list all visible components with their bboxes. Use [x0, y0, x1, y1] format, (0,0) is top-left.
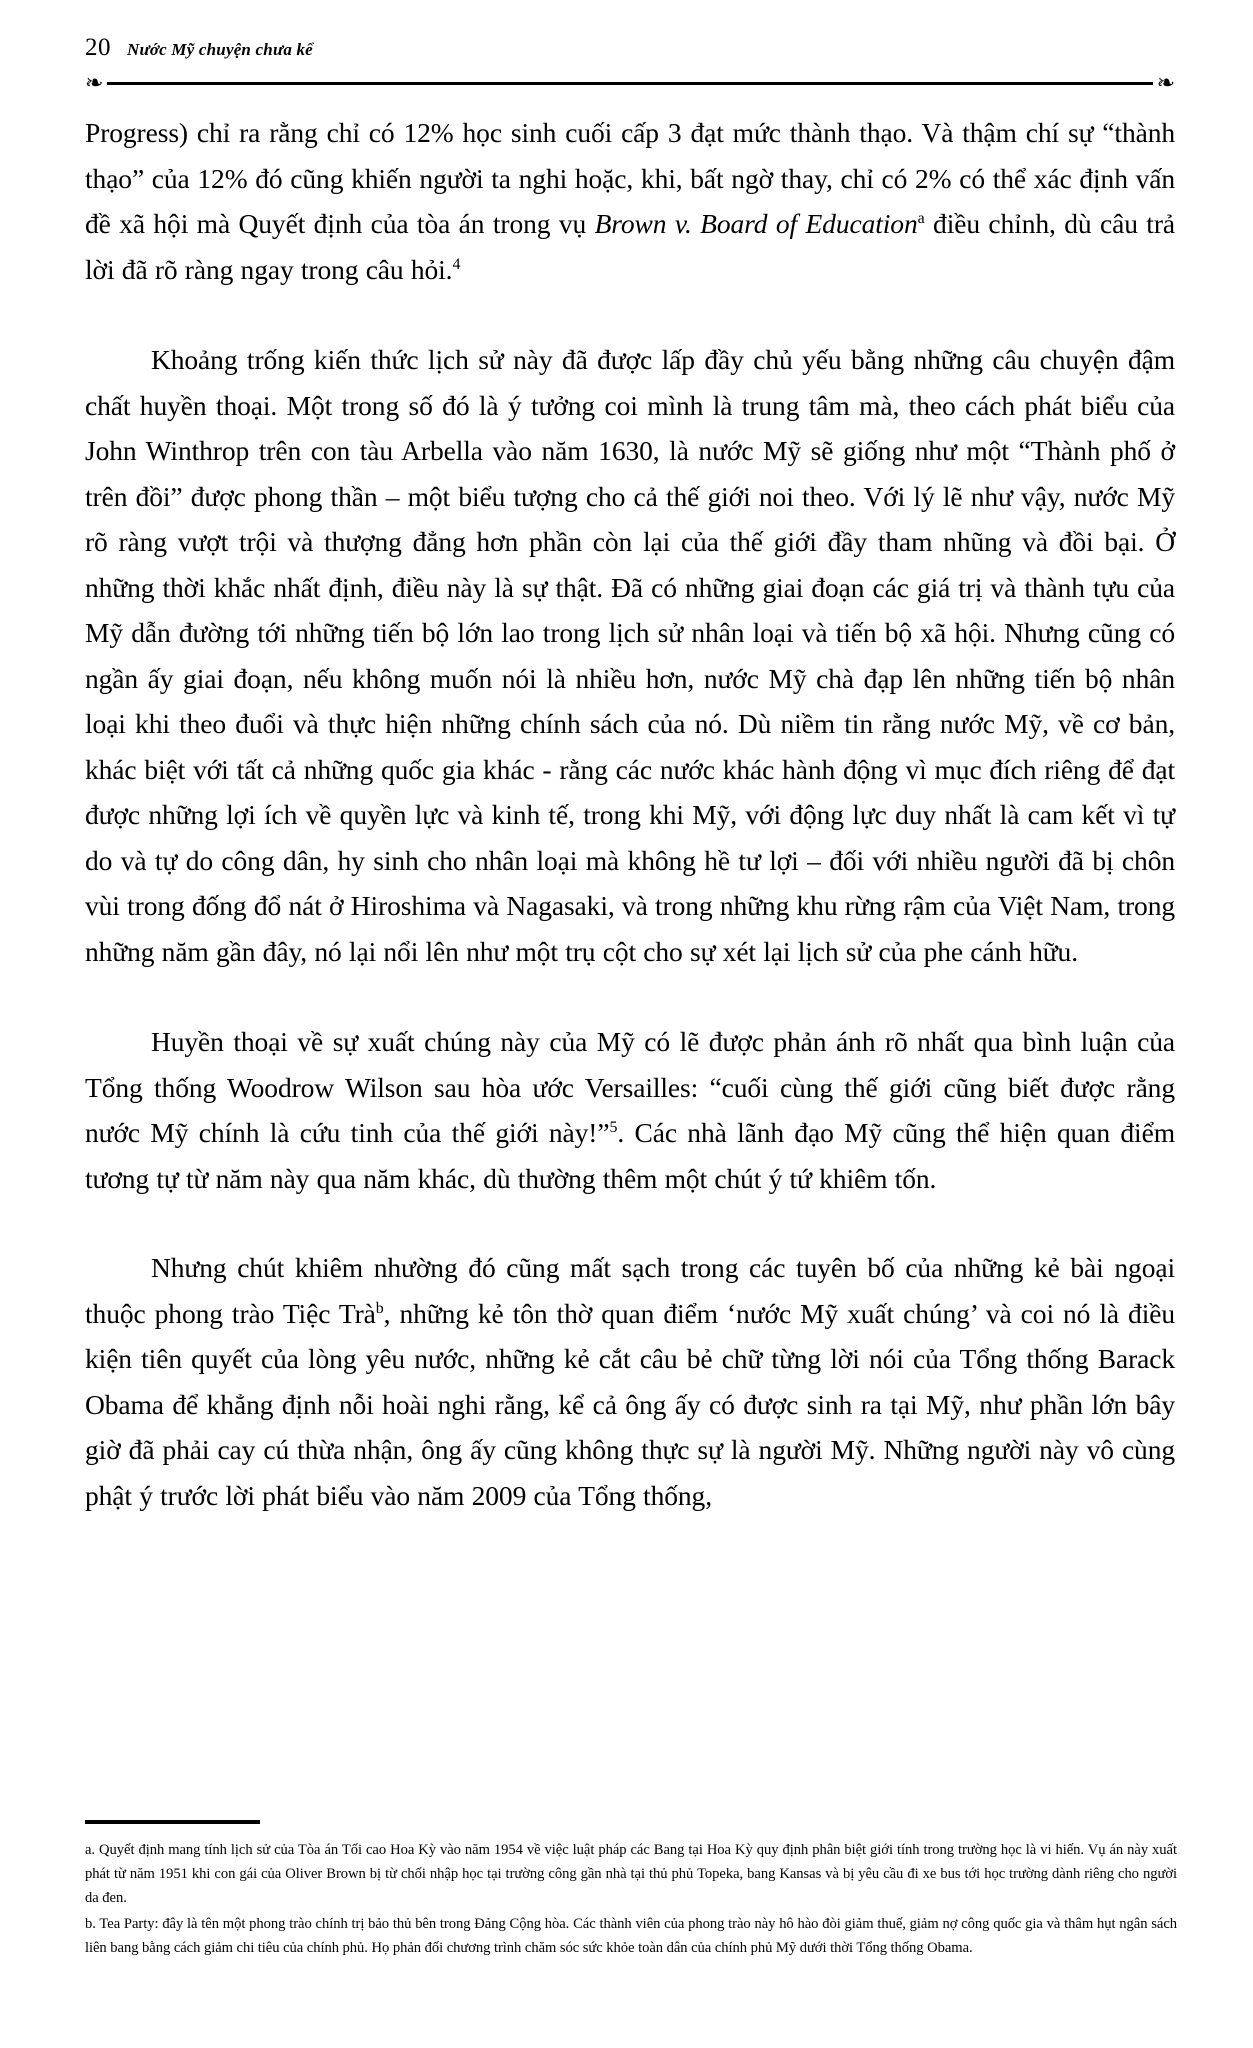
footnote-separator — [85, 1820, 260, 1824]
footnote-a — [85, 1838, 1177, 1910]
paragraph-2 — [85, 337, 1175, 974]
footnote-reference: 4 — [452, 255, 461, 273]
running-title: Nước Mỹ chuyện chưa kể — [127, 40, 313, 59]
page-number: 20 — [85, 34, 111, 61]
swirl-ornament-right-icon: ❧ — [1156, 71, 1175, 96]
text-run: điều chỉnh, dù câu trả lời đã rõ ràng ngay trong câu hỏi. — [85, 208, 1175, 285]
footnote-b-marker: b. — [85, 1916, 96, 1932]
paragraph-4 — [85, 1245, 1175, 1518]
text-run: Nhưng chút khiêm nhường đó cũng mất sạch trong các tuyên bố của những kẻ bài ngoại thuộc phong trào Tiệc Trà — [85, 1252, 1175, 1329]
text-run: Progress) chỉ ra rằng chỉ có 12% học sinh cuối cấp 3 đạt mức thành thạo. Và thậm chí sự “thành thạo” của 12% đó cũng khiến người ta nghi hoặc, khi, bất ngờ thay, chỉ có 2% có thể xác định vấn đề xã hội mà Quyết định của tòa án trong vụ — [85, 117, 1175, 239]
footnote-a-text: Quyết định mang tính lịch sử của Tòa án Tối cao Hoa Kỳ vào năm 1954 về việc luật pháp các Bang tại Hoa Kỳ quy định phân biệt giới tính trong trường học là vi hiến. Vụ án này xuất phát từ năm 1951 khi con gái của Oliver Brown bị từ chối nhập học tại trường công gần nhà tại thủ phủ Topeka, bang Kansas và bị yêu cầu đi xe bus tới học trường dành riêng cho người da đen. — [85, 1842, 1177, 1906]
text-run: Huyền thoại về sự xuất chúng này của Mỹ có lẽ được phản ánh rõ nhất qua bình luận của Tổng thống Woodrow Wilson sau hòa ước Versailles: “cuối cùng thế giới cũng biết được rằng nước Mỹ chính là cứu tinh của thế giới này!” — [85, 1026, 1175, 1148]
paragraph-1 — [85, 110, 1175, 292]
footnote-section — [85, 1820, 1177, 1962]
footnote-b — [85, 1912, 1177, 1960]
body-text — [85, 110, 1175, 1518]
footnote-a-marker: a. — [85, 1842, 96, 1858]
italic-case-title: Brown v. Board of Education — [594, 208, 918, 239]
swirl-ornament-left-icon: ❧ — [85, 71, 104, 96]
horizontal-rule — [107, 82, 1152, 85]
text-run: , những kẻ tôn thờ quan điểm ‘nước Mỹ xuất chúng’ và coi nó là điều kiện tiên quyết của lòng yêu nước, những kẻ cắt câu bẻ chữ từng lời nói của Tổng thống Barack Obama để khẳng định nỗi hoài nghi rằng, kể cả ông ấy có được sinh ra tại Mỹ, như phần lớn bây giờ đã phải cay cú thừa nhận, ông ấy cũng không thực sự là người Mỹ. Những người này vô cùng phật ý trước lời phát biểu vào năm 2009 của Tổng thống, — [85, 1297, 1176, 1511]
footnote-b-text: Tea Party: đây là tên một phong trào chính trị bảo thủ bên trong Đảng Cộng hòa. Các thành viên của phong trào này hô hào đòi giảm thuế, giảm nợ công quốc gia và thâm hụt ngân sách liên bang bằng cách giảm chi tiêu của chính phủ. Họ phản đối chương trình chăm sóc sức khỏe toàn dân của chính phủ Mỹ dưới thời Tổng thống Obama. — [85, 1916, 1177, 1956]
footnote-reference: b — [375, 1299, 384, 1317]
text-run: Khoảng trống kiến thức lịch sử này đã được lấp đầy chủ yếu bằng những câu chuyện đậm chất huyền thoại. Một trong số đó là ý tưởng coi mình là trung tâm mà, theo cách phát biểu của John Winthrop trên con tàu Arbella vào năm 1630, là nước Mỹ sẽ giống như một “Thành phố ở trên đồi” được phong thần – một biểu tượng cho cả thế giới noi theo. Với lý lẽ như vậy, nước Mỹ rõ ràng vượt trội và thượng đẳng hơn phần còn lại của thế giới đầy tham nhũng và đồi bại. Ở những thời khắc nhất định, điều này là sự thật. Đã có những giai đoạn các giá trị và thành tựu của Mỹ dẫn đường tới những tiến bộ lớn lao trong lịch sử nhân loại và tiến bộ xã hội. Nhưng cũng có ngần ấy giai đoạn, nếu không muốn nói là nhiều hơn, nước Mỹ chà đạp lên những tiến bộ nhân loại khi theo đuổi và thực hiện những chính sách của nó. Dù niềm tin rằng nước Mỹ, về cơ bản, khác biệt với tất cả những quốc gia khác - rằng các nước khác hành động vì mục đích riêng để đạt được những lợi ích về quyền lực và kinh tế, trong khi Mỹ, với động lực duy nhất là cam kết vì tự do và tự do công dân, hy sinh cho nhân loại mà không hề tư lợi – đối với nhiều người đã bị chôn vùi trong đống đổ nát ở Hiroshima và Nagasaki, và trong những khu rừng rậm của Việt Nam, trong những năm gần đây, nó lại nổi lên như một trụ cột cho sự xét lại lịch sử của phe cánh hữu. — [85, 344, 1175, 967]
text-run: . Các nhà lãnh đạo Mỹ cũng thể hiện quan điểm tương tự từ năm này qua năm khác, dù thường thêm một chút ý tứ khiêm tốn. — [85, 1117, 1175, 1194]
footnote-reference: a — [917, 209, 925, 227]
paragraph-3 — [85, 1019, 1175, 1201]
decorative-rule — [85, 70, 1175, 96]
footnote-reference: 5 — [609, 1118, 618, 1136]
running-header — [85, 34, 1175, 64]
